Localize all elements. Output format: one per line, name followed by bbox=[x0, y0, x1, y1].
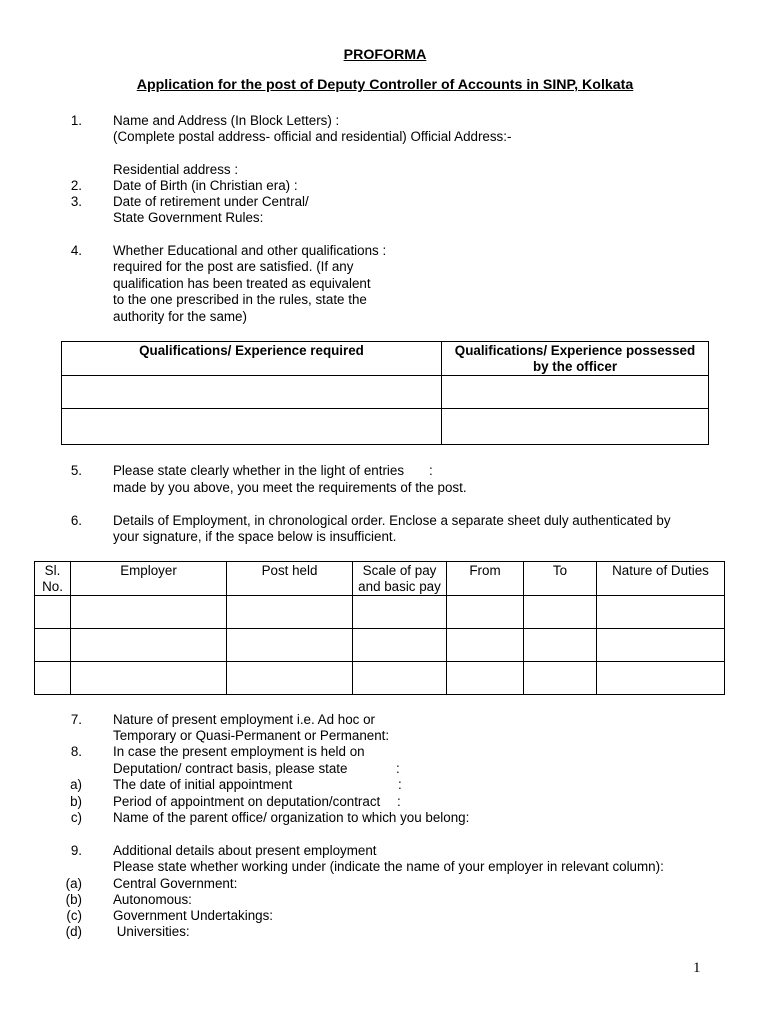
item-2-number: 2. bbox=[70, 178, 82, 193]
item-8a-text: The date of initial appointment bbox=[113, 777, 293, 792]
item-8b-text: Period of appointment on deputation/contract bbox=[113, 794, 381, 809]
item-4-number: 4. bbox=[70, 243, 82, 258]
col-scale-line2: and basic pay bbox=[358, 579, 441, 594]
item-6-line1: Details of Employment, in chronological order. Enclose a separate sheet duly authenticated by bbox=[113, 513, 671, 528]
table-cell[interactable] bbox=[353, 629, 447, 662]
item-9-line1: Additional details about present employment bbox=[113, 843, 377, 858]
table-cell[interactable] bbox=[71, 596, 227, 629]
item-3-line2: State Government Rules: bbox=[113, 210, 264, 225]
item-3-line1: Date of retirement under Central/ bbox=[113, 194, 309, 209]
col-to: To bbox=[524, 562, 597, 596]
item-4-line2: required for the post are satisfied. (If any bbox=[113, 259, 354, 274]
col-employer: Employer bbox=[71, 562, 227, 596]
table-cell[interactable] bbox=[597, 629, 725, 662]
item-9-number: 9. bbox=[70, 843, 82, 858]
page-title: PROFORMA bbox=[343, 47, 427, 63]
item-4-line4: to the one prescribed in the rules, state the bbox=[113, 292, 367, 307]
table-cell[interactable] bbox=[524, 596, 597, 629]
table-cell[interactable] bbox=[447, 629, 524, 662]
table-cell[interactable] bbox=[227, 662, 353, 695]
item-5-number: 5. bbox=[70, 463, 82, 478]
item-8-colon: : bbox=[396, 761, 400, 776]
item-9d-text: Universities: bbox=[113, 924, 190, 939]
item-9d-number: (d) bbox=[65, 924, 82, 939]
qual-required-header: Qualifications/ Experience required bbox=[62, 342, 442, 376]
item-8b-colon: : bbox=[397, 794, 401, 809]
item-4-line5: authority for the same) bbox=[113, 309, 247, 324]
table-cell[interactable] bbox=[447, 596, 524, 629]
col-from: From bbox=[447, 562, 524, 596]
col-nature-of-duties: Nature of Duties bbox=[597, 562, 725, 596]
table-cell[interactable] bbox=[597, 662, 725, 695]
item-8-number: 8. bbox=[70, 744, 82, 759]
item-4-line3: qualification has been treated as equivalent bbox=[113, 276, 371, 291]
qual-possessed-header-line1: Qualifications/ Experience possessed bbox=[454, 343, 696, 358]
col-sl-no-line1: Sl. bbox=[44, 563, 61, 578]
page-subtitle: Application for the post of Deputy Controller of Accounts in SINP, Kolkata bbox=[136, 77, 634, 93]
item-9a-number: (a) bbox=[65, 876, 82, 891]
qualification-table bbox=[61, 341, 709, 445]
item-8a-number: a) bbox=[70, 777, 82, 792]
qual-required-cell[interactable] bbox=[62, 409, 442, 445]
page-number: 1 bbox=[693, 960, 701, 976]
item-9c-number: (c) bbox=[66, 908, 82, 923]
table-cell[interactable] bbox=[35, 629, 71, 662]
table-cell[interactable] bbox=[353, 596, 447, 629]
item-6-number: 6. bbox=[70, 513, 82, 528]
item-7-line1: Nature of present employment i.e. Ad hoc or bbox=[113, 712, 375, 727]
qual-required-cell[interactable] bbox=[62, 376, 442, 409]
table-cell[interactable] bbox=[524, 662, 597, 695]
item-8-line1: In case the present employment is held on bbox=[113, 744, 365, 759]
table-cell[interactable] bbox=[71, 662, 227, 695]
table-cell[interactable] bbox=[71, 629, 227, 662]
item-5-colon: : bbox=[429, 463, 433, 478]
table-cell[interactable] bbox=[35, 596, 71, 629]
table-cell[interactable] bbox=[227, 596, 353, 629]
item-2-text: Date of Birth (in Christian era) : bbox=[113, 178, 298, 193]
table-cell[interactable] bbox=[35, 662, 71, 695]
item-8c-text: Name of the parent office/ organization to which you belong: bbox=[113, 810, 470, 825]
item-9c-text: Government Undertakings: bbox=[113, 908, 274, 923]
item-7-line2: Temporary or Quasi-Permanent or Permanent: bbox=[113, 728, 390, 743]
qual-possessed-header-line2: by the officer bbox=[532, 359, 618, 374]
item-1-line1: Name and Address (In Block Letters) : bbox=[113, 113, 340, 128]
qual-possessed-cell[interactable] bbox=[442, 409, 709, 445]
item-9b-number: (b) bbox=[65, 892, 82, 907]
table-cell[interactable] bbox=[447, 662, 524, 695]
item-1-number: 1. bbox=[70, 113, 82, 128]
item-7-number: 7. bbox=[70, 712, 82, 727]
item-5-line2: made by you above, you meet the requirements of the post. bbox=[113, 480, 467, 495]
item-9b-text: Autonomous: bbox=[113, 892, 192, 907]
table-cell[interactable] bbox=[524, 629, 597, 662]
item-8-line2: Deputation/ contract basis, please state bbox=[113, 761, 348, 776]
item-6-line2: your signature, if the space below is insufficient. bbox=[113, 529, 397, 544]
col-sl-no-line2: No. bbox=[42, 579, 63, 594]
col-post-held: Post held bbox=[227, 562, 353, 596]
col-scale-of-pay bbox=[353, 562, 447, 596]
item-4-line1: Whether Educational and other qualifications : bbox=[113, 243, 387, 258]
item-1-line2: (Complete postal address- official and residential) Official Address:- bbox=[113, 129, 512, 144]
table-cell[interactable] bbox=[227, 629, 353, 662]
employment-table bbox=[34, 561, 725, 695]
table-cell[interactable] bbox=[597, 596, 725, 629]
item-9a-text: Central Government: bbox=[113, 876, 238, 891]
col-scale-line1: Scale of pay bbox=[362, 563, 437, 578]
qual-possessed-header bbox=[442, 342, 709, 376]
col-sl-no bbox=[35, 562, 71, 596]
item-5-line1: Please state clearly whether in the light of entries bbox=[113, 463, 405, 478]
item-8b-number: b) bbox=[70, 794, 82, 809]
table-cell[interactable] bbox=[353, 662, 447, 695]
item-8c-number: c) bbox=[70, 810, 82, 825]
item-3-number: 3. bbox=[70, 194, 82, 209]
item-9-line2: Please state whether working under (indicate the name of your employer in relevant column): bbox=[113, 859, 664, 874]
qual-possessed-cell[interactable] bbox=[442, 376, 709, 409]
item-8a-colon: : bbox=[398, 777, 402, 792]
item-1-line3: Residential address : bbox=[113, 162, 239, 177]
